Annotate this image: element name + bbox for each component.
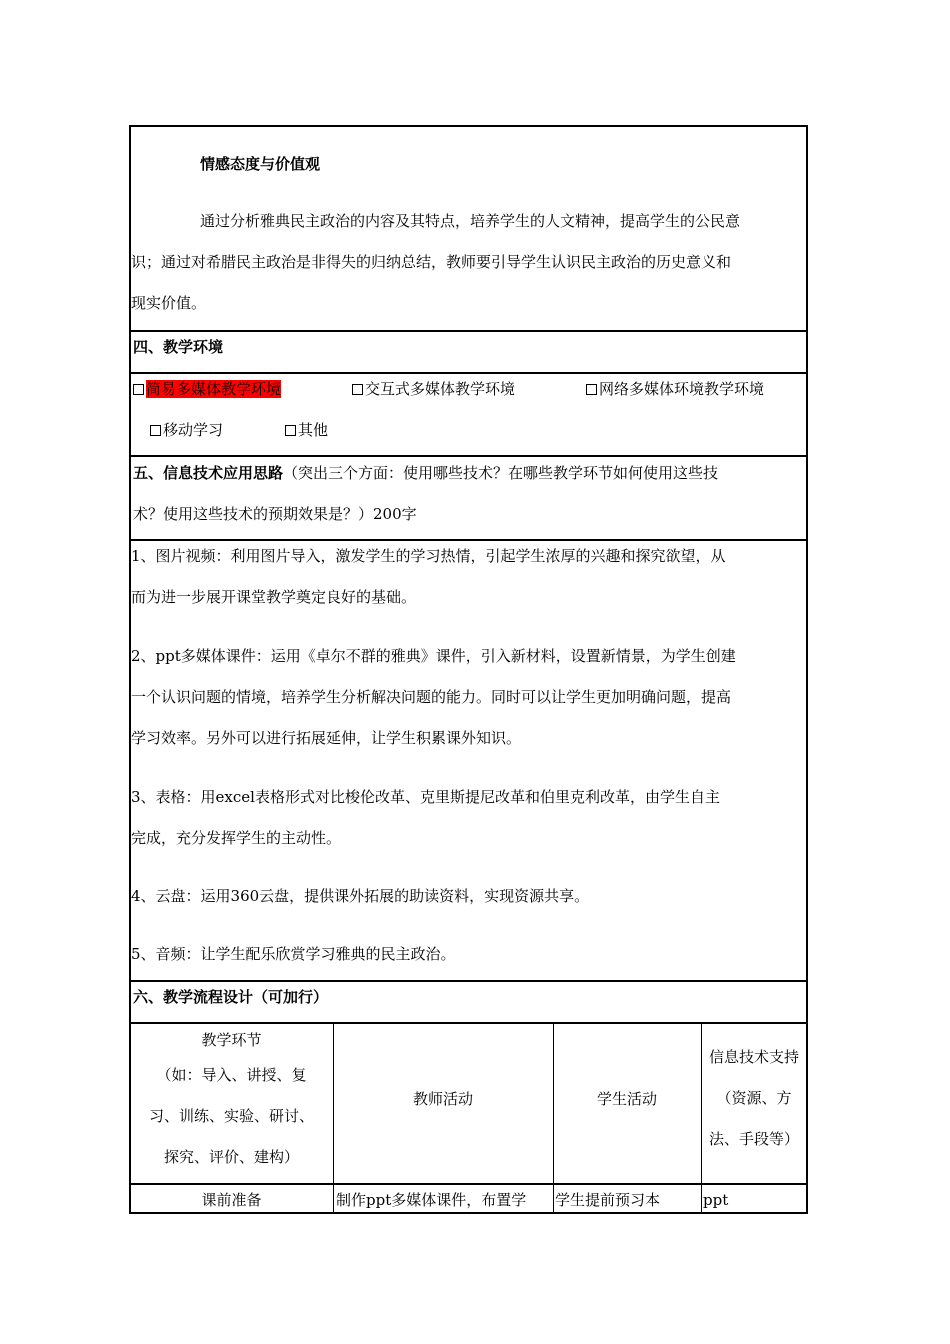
env-option-label: 网络多媒体环境教学环境 [599,380,765,398]
emotion-line: 通过分析雅典民主政治的内容及其特点，培养学生的人文精神，提高学生的公民意 [200,212,741,230]
env-option-label: 简易多媒体教学环境 [146,380,282,398]
tech-item-line: 一个认识问题的情境，培养学生分析解决问题的能力。同时可以让学生更加明确问题，提高 [131,688,732,706]
env-option-label: 其他 [298,421,329,439]
col-divider [553,1022,554,1212]
row-divider [131,1022,806,1024]
col-divider [333,1022,334,1212]
checkbox-icon[interactable] [133,384,144,395]
flow-col4-header-line: （资源、方 [716,1089,792,1107]
flow-row-teacher: 制作ppt多媒体课件，布置学 [336,1191,527,1209]
flow-col1-header-line: 探究、评价、建构） [163,1148,299,1166]
flow-row-student: 学生提前预习本 [555,1191,661,1209]
checkbox-icon[interactable] [150,425,161,436]
tech-item-line: 4、云盘：运用360云盘，提供课外拓展的助读资料，实现资源共享。 [131,887,590,905]
section4-heading: 四、教学环境 [133,338,224,356]
tech-item-line: 5、音频：让学生配乐欣赏学习雅典的民主政治。 [131,945,456,963]
tech-item-line: 学习效率。另外可以进行拓展延伸，让学生积累课外知识。 [131,729,522,747]
flow-col4-header-line: 法、手段等） [708,1130,799,1148]
tech-item-line: 2、ppt多媒体课件：运用《卓尔不群的雅典》课件，引入新材料，设置新情景，为学生创建 [131,647,736,665]
flow-col1-header-line: （如：导入、讲授、复 [156,1066,307,1084]
checkbox-icon[interactable] [586,384,597,395]
emotion-heading: 情感态度与价值观 [200,155,321,173]
env-option-label: 交互式多媒体教学环境 [365,380,516,398]
row-divider [131,455,806,457]
tech-item-line: 1、图片视频：利用图片导入，激发学生的学习热情，引起学生浓厚的兴趣和探究欲望，从 [131,547,726,565]
emotion-line: 识；通过对希腊民主政治是非得失的归纳总结，教师要引导学生认识民主政治的历史意义和 [131,253,732,271]
env-option-network[interactable] [586,379,764,399]
env-option-label: 移动学习 [163,421,224,439]
flow-col3-header: 学生活动 [596,1090,657,1108]
flow-row-tech: ppt [703,1191,729,1209]
section5-note-line2: 术？使用这些技术的预期效果是？）200字 [133,505,417,523]
section5-note: （突出三个方面：使用哪些技术？在哪些教学环节如何使用这些技 [283,464,719,482]
emotion-line: 现实价值。 [131,294,207,312]
tech-item-line: 而为进一步展开课堂教学奠定良好的基础。 [131,588,417,606]
section5-title: 五、信息技术应用思路 [133,464,284,482]
flow-col4-header-line: 信息技术支持 [708,1048,799,1066]
checkbox-icon[interactable] [285,425,296,436]
env-option-other[interactable] [285,420,328,440]
env-option-interactive[interactable] [352,379,515,399]
row-divider [131,980,806,982]
flow-row-stage: 课前准备 [201,1191,262,1209]
row-divider [131,1183,806,1185]
env-option-mobile[interactable] [150,420,223,440]
env-option-simple[interactable] [133,379,281,399]
row-divider [131,330,806,332]
section5-heading [133,463,718,483]
checkbox-icon[interactable] [352,384,363,395]
row-divider [131,539,806,541]
section6-heading: 六、教学流程设计（可加行） [133,988,329,1006]
tech-item-line: 3、表格：用excel表格形式对比梭伦改革、克里斯提尼改革和伯里克利改革，由学生自主 [131,788,720,806]
flow-col1-header-line: 教学环节 [201,1031,262,1049]
flow-col1-header-line: 习、训练、实验、研讨、 [148,1107,314,1125]
row-divider [131,372,806,374]
tech-item-line: 完成，充分发挥学生的主动性。 [131,829,342,847]
flow-col2-header: 教师活动 [412,1090,473,1108]
